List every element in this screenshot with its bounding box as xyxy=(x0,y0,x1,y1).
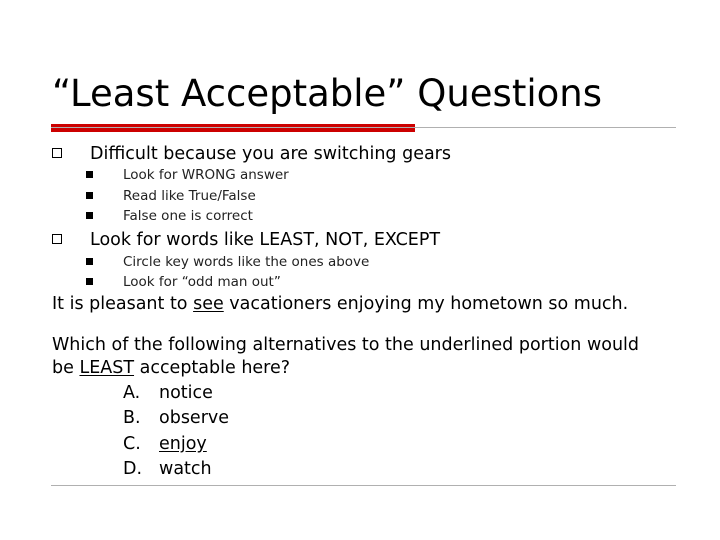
bullet-text: Look for words like LEAST, NOT, EXCEPT xyxy=(90,230,441,250)
choice-text: notice xyxy=(159,383,213,403)
filled-square-bullet-icon xyxy=(86,192,93,199)
sentence-before: It is pleasant to xyxy=(52,294,194,314)
sub-bullet-text: Circle key words like the ones above xyxy=(123,254,370,270)
title-accent-bar xyxy=(51,124,415,132)
sentence-after: vacationers enjoying my hometown so much. xyxy=(223,294,629,314)
sub-bullet-text: Look for WRONG answer xyxy=(123,167,289,183)
sub-bullet-text: Look for “odd man out” xyxy=(123,274,281,290)
choice-letter: D. xyxy=(123,459,143,479)
filled-square-bullet-icon xyxy=(86,171,93,178)
choice-text: watch xyxy=(159,459,212,479)
question-emphasis: LEAST xyxy=(79,358,135,378)
bottom-divider xyxy=(51,485,676,486)
filled-square-bullet-icon xyxy=(86,278,93,285)
choice-letter: A. xyxy=(123,383,141,403)
underlined-word: see xyxy=(193,294,224,314)
slide-title: “Least Acceptable” Questions xyxy=(52,72,602,115)
question-line-2 xyxy=(52,357,290,379)
choice-text: observe xyxy=(159,408,230,428)
sub-bullet-text: False one is correct xyxy=(123,208,253,224)
title-divider xyxy=(51,127,676,128)
example-sentence xyxy=(52,293,628,315)
question-line-1: Which of the following alternatives to the underlined portion would xyxy=(52,335,640,355)
hollow-square-bullet-icon xyxy=(52,234,62,244)
sub-bullet-text: Read like True/False xyxy=(123,188,256,204)
question-before: be xyxy=(52,358,80,378)
choice-text: enjoy xyxy=(159,434,207,454)
bullet-text: Difficult because you are switching gears xyxy=(90,144,451,164)
hollow-square-bullet-icon xyxy=(52,148,62,158)
filled-square-bullet-icon xyxy=(86,212,93,219)
question-after: acceptable here? xyxy=(134,358,291,378)
choice-letter: B. xyxy=(123,408,141,428)
choice-letter: C. xyxy=(123,434,141,454)
filled-square-bullet-icon xyxy=(86,258,93,265)
